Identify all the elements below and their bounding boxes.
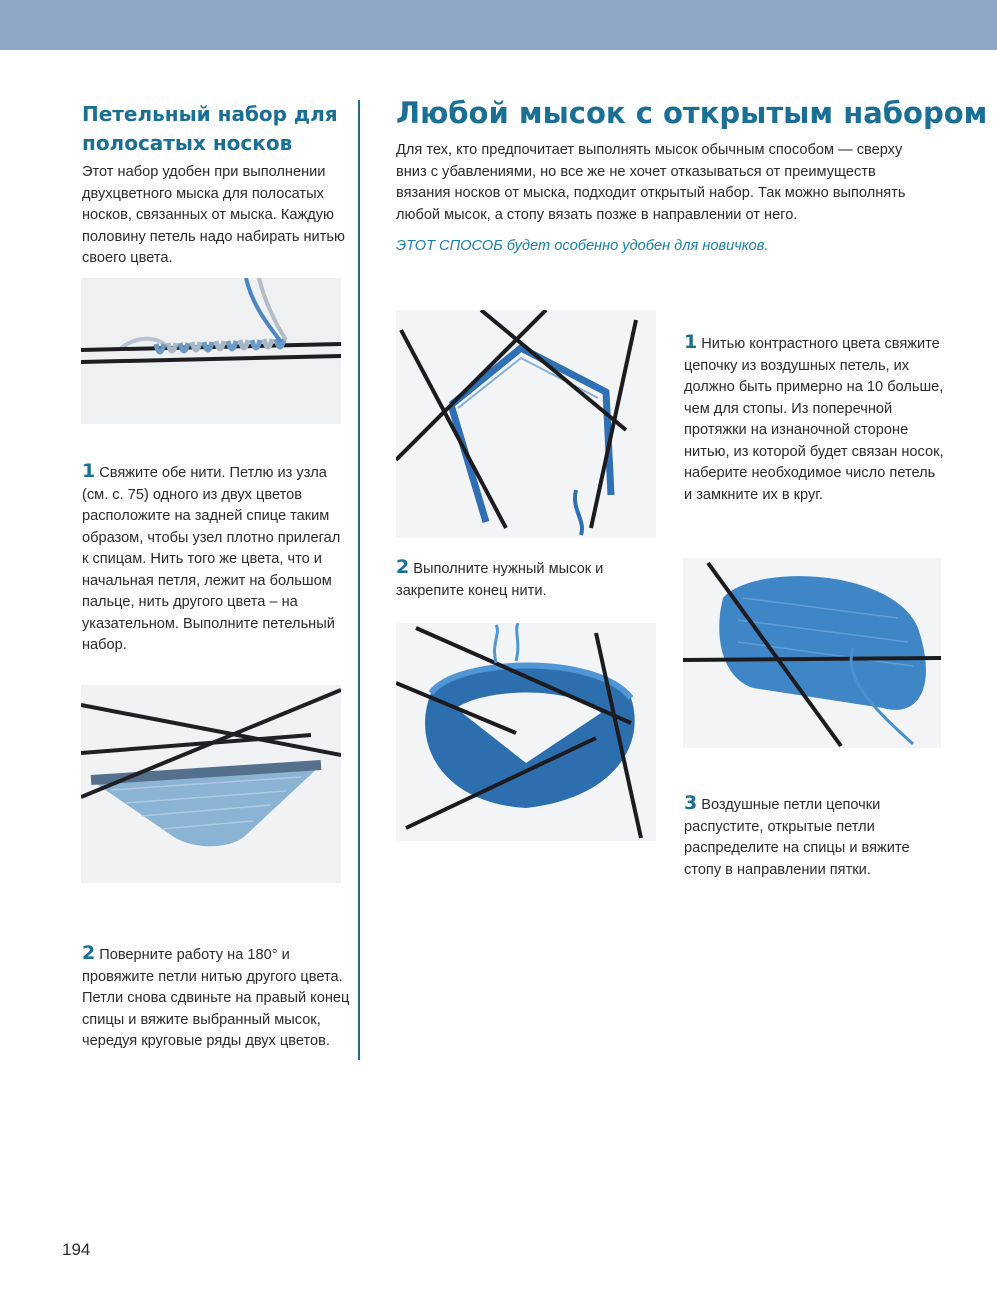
left-step-1-number: 1 (82, 460, 96, 482)
right-step-2-number: 2 (396, 556, 410, 578)
photo-striped-toe (81, 685, 341, 883)
page-number: 194 (62, 1240, 91, 1259)
right-step-3-number: 3 (684, 792, 698, 814)
right-step-3 (684, 793, 946, 881)
right-step-1 (684, 332, 944, 506)
right-step-1-number: 1 (684, 331, 698, 353)
left-step-2 (82, 943, 350, 1053)
accent-note: ЭТОТ СПОСОБ будет особенно удобен для новичков. (396, 238, 769, 254)
photo-finished-toe (396, 623, 656, 841)
photo-open-cast-on (396, 310, 656, 538)
left-step-2-text: Поверните работу на 180° и провяжите петли нитью другого цвета. Петли снова сдвиньте на правый конец спицы и вяжите выбранный мысок, чередуя круговые ряды двух цветов. (82, 947, 350, 1049)
left-section-title: Петельный набор для полосатых носков (82, 102, 338, 155)
right-step-2 (396, 557, 624, 602)
left-step-1 (82, 461, 350, 657)
left-intro-text: Этот набор удобен при выполнении двухцветного мыска для полосатых носков, связанных от мыска. Каждую половину петель надо набирать нитью своего цвета. (82, 164, 345, 266)
header-band (0, 0, 997, 50)
left-step-2-number: 2 (82, 942, 96, 964)
photo-unravel-chain (683, 558, 941, 748)
needle-1 (683, 658, 941, 660)
right-intro-text: Для тех, кто предпочитает выполнять мысок обычным способом — сверху вниз с убавлениями, но все же не хочет отказываться от преимуществ вязания носков от мыска, подходит открытый набор. Так можно выполнять любой мысок, а стопу вязать позже в направлении от него. (396, 142, 906, 223)
photo-cast-on-two-colors (81, 278, 341, 424)
right-step-2-text: Выполните нужный мысок и закрепите конец нити. (396, 561, 604, 599)
column-divider (358, 100, 360, 1060)
main-section-title: Любой мысок с открытым набором (396, 96, 988, 130)
right-step-3-text: Воздушные петли цепочки распустите, открытые петли распределите на спицы и вяжите стопу в направлении пятки. (684, 797, 910, 878)
right-step-1-text: Нитью контрастного цвета свяжите цепочку из воздушных петель, их должно быть примерно на 10 больше, чем для стопы. Из поперечной протяжки на изнаночной стороне нитью, из которой будет связан носок, наберите необходимое число петель и замкните их в круг. (684, 336, 944, 503)
left-step-1-text: Свяжите обе нити. Петлю из узла (см. с. 75) одного из двух цветов расположите на задней спице таким образом, чтобы узел плотно прилегал к спицам. Нить того же цвета, что и начальная петля, лежит на большом пальце, нить другого цвета – на указательном. Выполните петельный набор. (82, 465, 341, 653)
